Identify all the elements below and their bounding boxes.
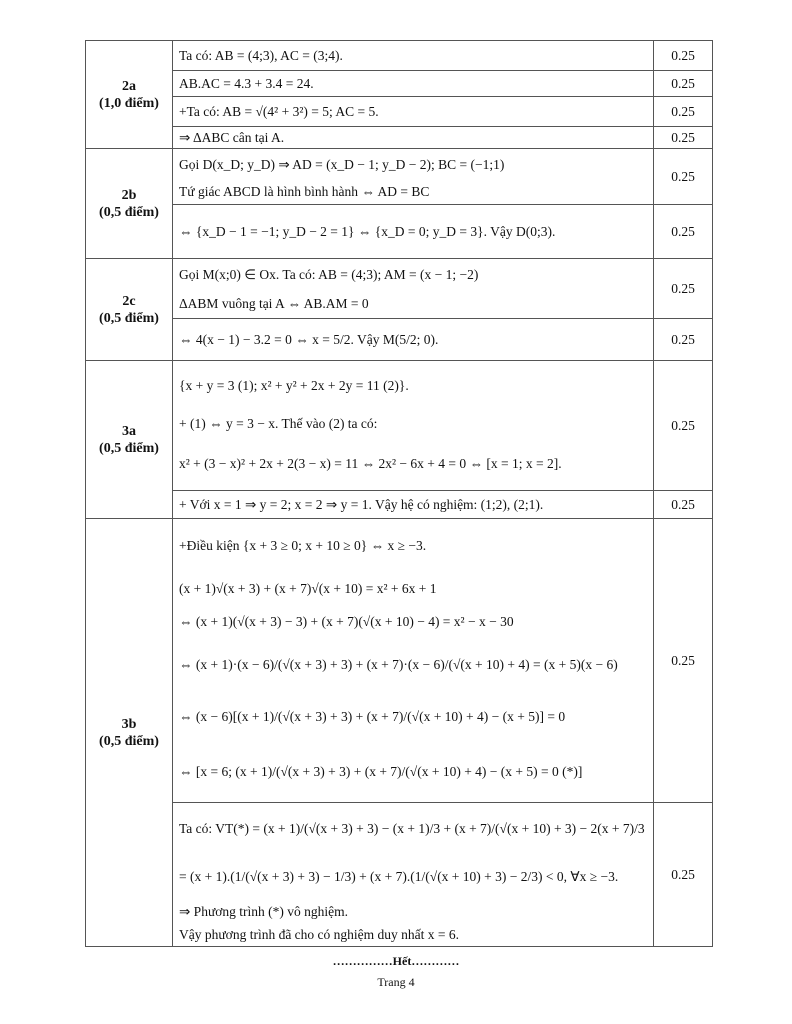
score-2a-4: 0.25: [654, 127, 713, 149]
end-marker: ……………Hết…………: [332, 954, 460, 968]
line-2a-1: Ta có: AB = (4;3), AC = (3;4).: [173, 41, 654, 71]
score-3b-2: 0.25: [654, 803, 713, 947]
page-number: Trang 4: [377, 975, 415, 989]
label-3a: 3a (0,5 điểm): [86, 361, 173, 519]
score-2b-1: 0.25: [654, 149, 713, 205]
label-2c: 2c (0,5 điểm): [86, 259, 173, 361]
line-2a-2: AB.AC = 4.3 + 3.4 = 24.: [173, 71, 654, 97]
label-2a: 2a (1,0 điểm): [86, 41, 173, 149]
block-3b-1: +Điều kiện {x + 3 ≥ 0; x + 10 ≥ 0} ⇔ x ≥ −3. (x + 1)√(x + 3) + (x + 7)√(x + 10) = x² + 6x + 1 ⇔ (x + 1)(√(x + 3) − 3) + (x + 7)(√(x + 10) − 4) = x² − x − 30 ⇔ (x + 1)·(x − 6)/(√(x + 3) + 3) + (x + 7)·(x − 6)/(√(x + 10) + 4) = (x + 5)(x − 6) ⇔ (x − 6)[(x + 1)/(√(x + 3) + 3) + (x + 7)/(√(x + 10) + 4) − (x + 5)] = 0 ⇔ [x = 6; (x + 1)/(√(x + 3) + 3) + (x + 7)/(√(x + 10) + 4) − (x + 5) = 0 (*)]: [173, 519, 654, 803]
score-2b-2: 0.25: [654, 205, 713, 259]
block-2c-2: ⇔ 4(x − 1) − 3.2 = 0 ⇔ x = 5/2. Vậy M(5/2; 0).: [173, 319, 654, 361]
block-3a-1: {x + y = 3 (1); x² + y² + 2x + 2y = 11 (2)}. + (1) ⇔ y = 3 − x. Thế vào (2) ta có: x² + (3 − x)² + 2x + 2(3 − x) = 11 ⇔ 2x² − 6x + 4 = 0 ⇔ [x = 1; x = 2].: [173, 361, 654, 491]
block-3b-2: Ta có: VT(*) = (x + 1)/(√(x + 3) + 3) − (x + 1)/3 + (x + 7)/(√(x + 10) + 3) − 2(x + 7)/3 = (x + 1).(1/(√(x + 3) + 3) − 1/3) + (x + 7).(1/(√(x + 10) + 3) − 2/3) < 0, ∀x ≥ −3. ⇒ Phương trình (*) vô nghiệm. Vậy phương trình đã cho có nghiệm duy nhất x = 6.: [173, 803, 654, 947]
label-3b: 3b (0,5 điểm): [86, 519, 173, 947]
score-2c-2: 0.25: [654, 319, 713, 361]
block-3a-2: + Với x = 1 ⇒ y = 2; x = 2 ⇒ y = 1. Vậy hệ có nghiệm: (1;2), (2;1).: [173, 491, 654, 519]
line-2a-3: +Ta có: AB = √(4² + 3²) = 5; AC = 5.: [173, 97, 654, 127]
score-2a-3: 0.25: [654, 97, 713, 127]
score-2c-1: 0.25: [654, 259, 713, 319]
score-3b-1: 0.25: [654, 519, 713, 803]
score-3a-2: 0.25: [654, 491, 713, 519]
block-2c-1: Gọi M(x;0) ∈ Ox. Ta có: AB = (4;3); AM = (x − 1; −2) ΔABM vuông tại A ⇔ AB.AM = 0: [173, 259, 654, 319]
label-2b: 2b (0,5 điểm): [86, 149, 173, 259]
score-2a-1: 0.25: [654, 41, 713, 71]
block-2b-1: Gọi D(x_D; y_D) ⇒ AD = (x_D − 1; y_D − 2); BC = (−1;1) Tứ giác ABCD là hình bình hành ⇔ AD = BC: [173, 149, 654, 205]
block-2b-2: ⇔ {x_D − 1 = −1; y_D − 2 = 1} ⇔ {x_D = 0; y_D = 3}. Vậy D(0;3).: [173, 205, 654, 259]
line-2a-4: ⇒ ΔABC cân tại A.: [173, 127, 654, 149]
answer-table: [85, 40, 713, 947]
score-2a-2: 0.25: [654, 71, 713, 97]
score-3a-1: 0.25: [654, 361, 713, 491]
